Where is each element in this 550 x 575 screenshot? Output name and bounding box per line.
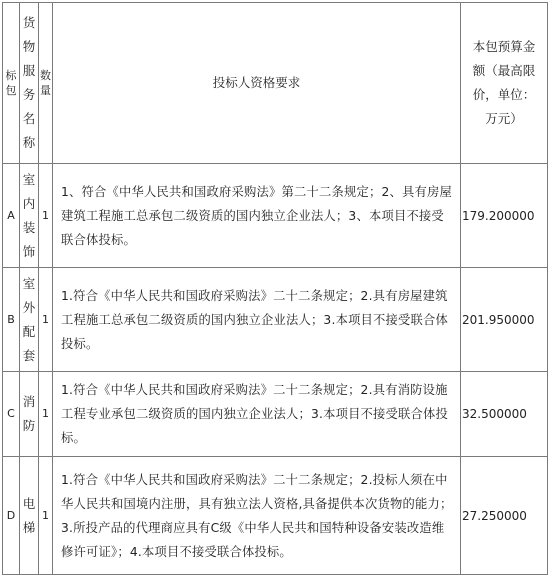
row-budget: 179.200000: [461, 164, 548, 268]
header-item-name-char: 务: [22, 87, 36, 102]
item-name-char: 消: [22, 394, 36, 409]
header-budget: [461, 3, 548, 164]
row-budget: 201.950000: [461, 268, 548, 372]
table-row: [3, 164, 548, 268]
item-name-char: 配: [22, 323, 36, 339]
row-item-name-stack: [20, 272, 38, 368]
header-quantity: 数量: [39, 3, 53, 164]
header-item-name-char: 物: [22, 39, 36, 54]
header-budget-line: 本包预算金: [472, 39, 536, 54]
row-item-name-stack: [20, 168, 38, 264]
row-requirements: 1.符合《中华人民共和国政府采购法》二十二条规定；2.具有消防设施工程专业承包二级资质的国内独立企业法人；3.本项目不接受联合体投标。: [53, 372, 461, 457]
item-name-char: 内: [22, 195, 36, 211]
row-package: C: [3, 372, 20, 457]
item-name-char: 饰: [22, 243, 36, 259]
row-item-name-stack: [20, 390, 38, 438]
header-item-name-char: 货: [22, 15, 36, 30]
row-requirements: 1、符合《中华人民共和国政府采购法》第二十二条规定；2、具有房屋建筑工程施工总承包二级资质的国内独立企业法人；3、本项目不接受联合体投标。: [53, 164, 461, 268]
item-name-char: 室: [22, 171, 36, 187]
header-item-name-stack: [20, 11, 38, 155]
row-quantity: 1: [39, 372, 53, 457]
header-budget-line: 额（最高限: [472, 63, 536, 78]
row-budget: 27.250000: [461, 457, 548, 575]
procurement-table: [2, 2, 548, 575]
header-item-name-char: 名: [22, 111, 36, 126]
row-quantity: 1: [39, 164, 53, 268]
table-row: [3, 372, 548, 457]
item-name-char: 室: [22, 275, 36, 291]
row-budget: 32.500000: [461, 372, 548, 457]
table-row: [3, 268, 548, 372]
row-requirements: 1.符合《中华人民共和国政府采购法》二十二条规定；2.投标人须在中华人民共和国境内注册，具有独立法人资格,具备提供本次货物的能力；3.所投产品的代理商应具有C级《中华人民共和国特种设备安装改造维修许可证》；4.本项目不接受联合体投标。: [53, 457, 461, 575]
header-package: 标包: [3, 3, 20, 164]
header-requirements: 投标人资格要求: [53, 3, 461, 164]
header-item-name-char: 服: [22, 63, 36, 78]
header-budget-line: 价，单位：: [472, 87, 536, 102]
header-row: [3, 3, 548, 164]
header-item-name-char: 称: [22, 135, 36, 150]
header-item-name: [20, 3, 39, 164]
header-budget-lines: [463, 35, 545, 131]
item-name-char: 电: [22, 495, 36, 511]
row-package: B: [3, 268, 20, 372]
item-name-char: 梯: [22, 519, 36, 535]
row-quantity: 1: [39, 268, 53, 372]
table-row: [3, 457, 548, 575]
row-quantity: 1: [39, 457, 53, 575]
row-item-name: [20, 372, 39, 457]
row-package: D: [3, 457, 20, 575]
row-item-name: [20, 164, 39, 268]
row-item-name: [20, 268, 39, 372]
row-item-name: [20, 457, 39, 575]
item-name-char: 外: [22, 299, 36, 315]
item-name-char: 套: [22, 347, 36, 363]
row-item-name-stack: [20, 492, 38, 540]
header-budget-line: 万元）: [485, 111, 523, 126]
item-name-char: 防: [22, 418, 36, 433]
row-package: A: [3, 164, 20, 268]
item-name-char: 装: [22, 219, 36, 235]
row-requirements: 1.符合《中华人民共和国政府采购法》二十二条规定；2.具有房屋建筑工程施工总承包二级资质的国内独立企业法人；3.本项目不接受联合体投标。: [53, 268, 461, 372]
